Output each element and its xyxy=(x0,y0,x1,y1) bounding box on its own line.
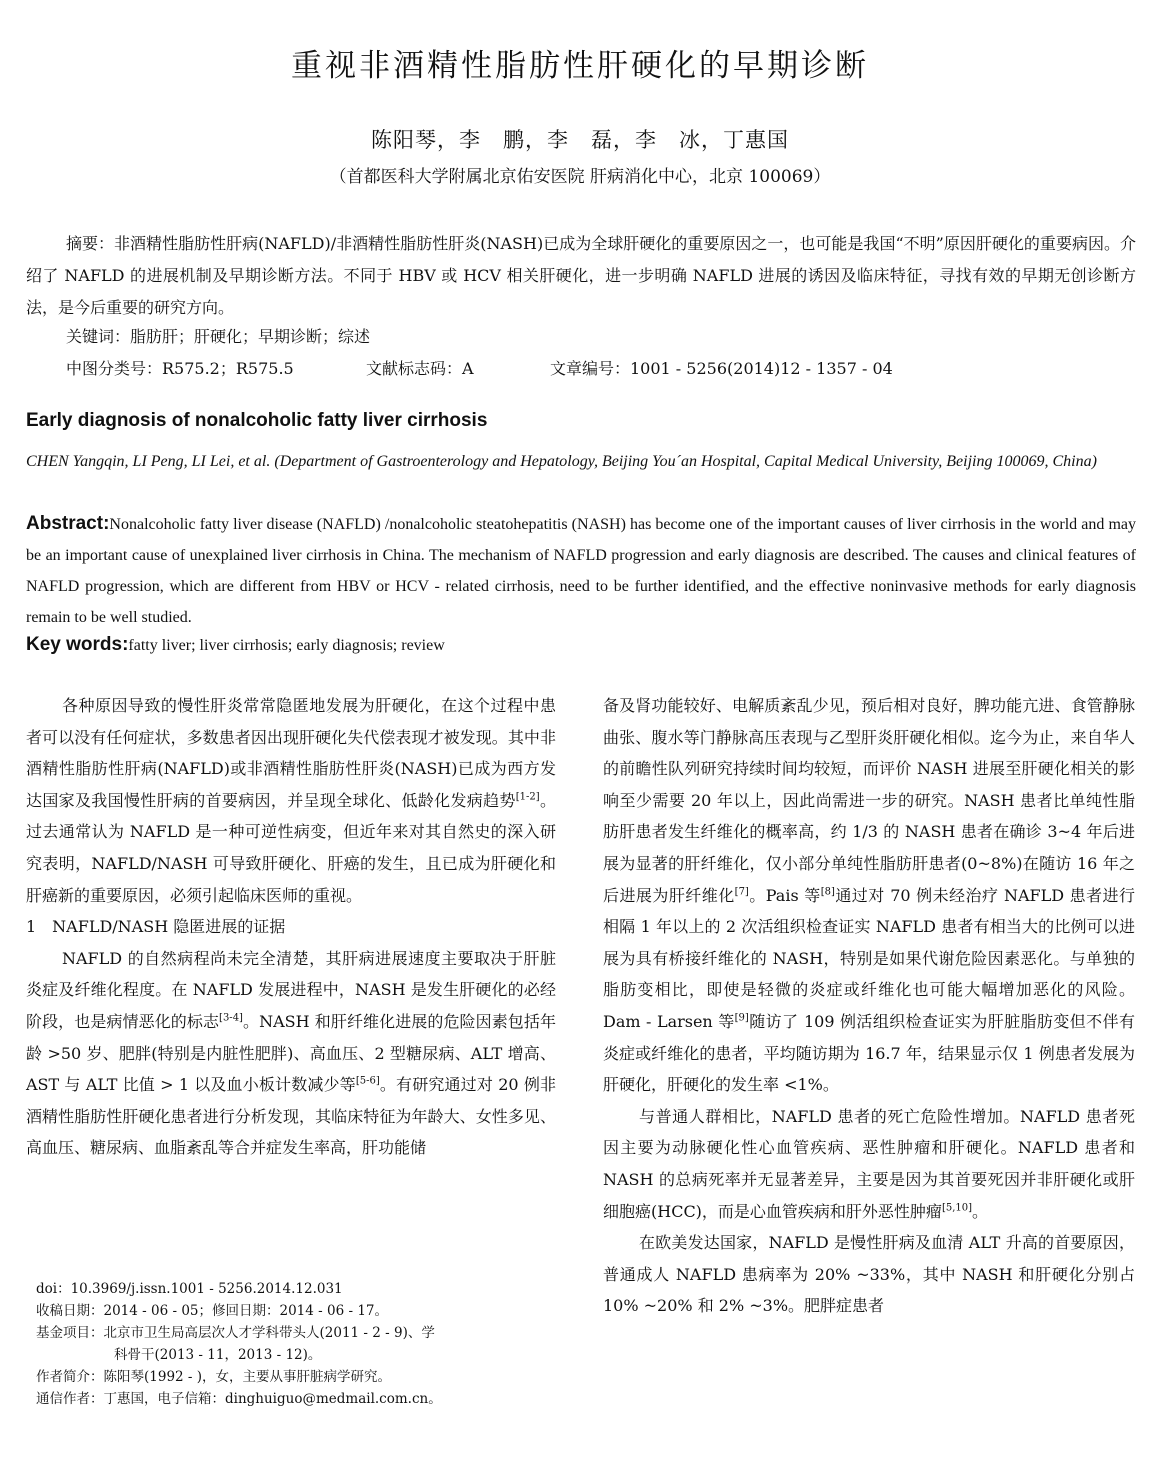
body-paragraph: NAFLD 的自然病程尚未完全清楚，其肝病进展速度主要取决于肝脏炎症及纤维化程度。在 NAFLD 发展进程中，NASH 是发生肝硬化的必经阶段，也是病情恶化的标志[3-4]。NASH 和肝纤维化进展的危险因素包括年龄 >50 岁、肥胖(特别是内脏性肥胖)、高血压、2 型糖尿病、ALT 增高、AST 与 ALT 比值 > 1 以及血小板计数减少等[5-6]。有研究通过对 20 例非酒精性脂肪性肝硬化患者进行分析发现，其临床特征为年龄大、女性多见、高血压、糖尿病、血脂紊乱等合并症发生率高，肝功能储 xyxy=(26,948,556,1158)
left-column xyxy=(26,690,556,1164)
abstract-label: Abstract: xyxy=(26,513,110,534)
english-abstract xyxy=(26,508,1136,633)
document-code: 文献标志码：A xyxy=(366,359,474,378)
chinese-keywords: 关键词：脂肪肝；肝硬化；早期诊断；综述 xyxy=(66,327,371,346)
funding-cont: 科骨干(2013 - 11，2013 - 12)。 xyxy=(114,1347,322,1363)
body-paragraph: 备及肾功能较好、电解质紊乱少见，预后相对良好，脾功能亢进、食管静脉曲张、腹水等门静脉高压表现与乙型肝炎肝硬化相似。迄今为止，来自华人的前瞻性队列研究持续时间均较短，而评价 NASH 进展至肝硬化相关的影响至少需要 20 年以上，因此尚需进一步的研究。NASH 患者比单纯性脂肪肝患者发生纤维化的概率高，约 1/3 的 NASH 患者在确诊 3~4 年后进展为显著的肝纤维化，仅小部分单纯性脂肪肝患者(0~8%)在随访 16 年之后进展为肝纤维化[7]。Pais 等[8]通过对 70 例未经治疗 NAFLD 患者进行相隔 1 年以上的 2 次活组织检查证实 NAFLD 患者有相当大的比例可以进展为具有桥接纤维化的 NASH，特别是如果代谢危险因素恶化。与单独的脂肪变相比，即使是轻微的炎症或纤维化也可能大幅增加恶化的风险。Dam - Larsen 等[9]随访了 109 例活组织检查证实为肝脏脂肪变但不伴有炎症或纤维化的患者，平均随访期为 16.7 年，结果显示仅 1 例患者发展为肝硬化，肝硬化的发生率 <1%。 xyxy=(603,696,1135,1095)
body-paragraph: 在欧美发达国家，NAFLD 是慢性肝病及血清 ALT 升高的首要原因，普通成人 NAFLD 患病率为 20% ~33%，其中 NASH 和肝硬化分别占 10% ~20% 和 2% ~3%。肥胖症患者 xyxy=(603,1233,1135,1316)
author-bio: 作者简介：陈阳琴(1992 - )，女，主要从事肝脏病学研究。 xyxy=(36,1369,392,1385)
received-dates: 收稿日期：2014 - 06 - 05；修回日期：2014 - 06 - 17。 xyxy=(36,1303,389,1319)
corresponding-author: 通信作者：丁惠国，电子信箱：dinghuiguo@medmail.com.cn。 xyxy=(36,1391,442,1407)
funding: 基金项目：北京市卫生局高层次人才学科带头人(2011 - 2 - 9)、学 xyxy=(36,1325,435,1341)
english-title: Early diagnosis of nonalcoholic fatty liver cirrhosis xyxy=(26,410,488,431)
author-list: 陈阳琴，李 鹏，李 磊，李 冰，丁惠国 xyxy=(371,128,789,152)
body-paragraph: 与普通人群相比，NAFLD 患者的死亡危险性增加。NAFLD 患者死因主要为动脉硬化性心血管疾病、恶性肿瘤和肝硬化。NAFLD 患者和 NASH 的总病死率并无显著差异，主要是因为其首要死因并非肝硬化或肝细胞癌(HCC)，而是心血管疾病和肝外恶性肿瘤[5,10]。 xyxy=(603,1106,1135,1221)
intro-paragraph: 各种原因导致的慢性肝炎常常隐匿地发展为肝硬化，在这个过程中患者可以没有任何症状，多数患者因出现肝硬化失代偿表现才被发现。其中非酒精性脂肪性肝病(NAFLD)或非酒精性脂肪性肝炎(NASH)已成为西方发达国家及我国慢性肝病的首要病因，并呈现全球化、低龄化发病趋势[1-2]。过去通常认为 NAFLD 是一种可逆性病变，但近年来对其自然史的深入研究表明，NAFLD/NASH 可导致肝硬化、肝癌的发生，且已成为肝硬化和肝癌新的重要原因，必须引起临床医师的重视。 xyxy=(26,696,556,905)
english-authors: CHEN Yangqin, LI Peng, LI Lei, et al. (Department of Gastroenterology and Hepatology, Beijing You´an Hospital, Capital Medical University, Beijing 100069, China) xyxy=(26,453,1097,470)
footnotes xyxy=(36,1278,561,1410)
citation: [9] xyxy=(734,1012,749,1024)
citation: [5-6] xyxy=(355,1075,380,1087)
citation: [1-2] xyxy=(515,791,540,803)
citation: [7] xyxy=(734,886,749,898)
citation: [3-4] xyxy=(219,1012,243,1024)
english-keywords xyxy=(26,634,445,656)
citation: [5,10] xyxy=(941,1202,973,1214)
section-heading: 1 NAFLD/NASH 隐匿进展的证据 xyxy=(26,917,286,937)
article-number: 文章编号：1001 - 5256(2014)12 - 1357 - 04 xyxy=(550,359,893,378)
citation: [8] xyxy=(820,886,835,898)
keywords-label: Key words: xyxy=(26,634,129,655)
affiliation: （首都医科大学附属北京佑安医院 肝病消化中心，北京 100069） xyxy=(329,167,831,187)
chinese-abstract: 摘要：非酒精性脂肪性肝病(NAFLD)/非酒精性脂肪性肝炎(NASH)已成为全球肝硬化的重要原因之一，也可能是我国“不明”原因肝硬化的重要病因。介绍了 NAFLD 的进展机制及早期诊断方法。不同于 HBV 或 HCV 相关肝硬化，进一步明确 NAFLD 进展的诱因及临床特征，寻找有效的早期无创诊断方法，是今后重要的研究方向。 xyxy=(26,234,1136,317)
keywords-text: fatty liver; liver cirrhosis; early diagnosis; review xyxy=(128,637,445,654)
clc-number: 中图分类号：R575.2；R575.5 xyxy=(66,359,294,378)
abstract-text: Nonalcoholic fatty liver disease (NAFLD) /nonalcoholic steatohepatitis (NASH) has become one of the important causes of liver cirrhosis in the world and may be an important cause of unexplained liver cirrhosis in China. The mechanism of NAFLD progression and early diagnosis are described. The causes and clinical features of NAFLD progression, which are different from HBV or HCV - related cirrhosis, need to be further identified, and the effective noninvasive methods for early diagnosis remain to be well studied. xyxy=(26,516,1136,626)
right-column xyxy=(603,690,1135,1322)
classification-line xyxy=(66,356,893,379)
article-title: 重视非酒精性脂肪性肝硬化的早期诊断 xyxy=(291,48,869,84)
doi: doi：10.3969/j.issn.1001 - 5256.2014.12.031 xyxy=(36,1281,343,1297)
